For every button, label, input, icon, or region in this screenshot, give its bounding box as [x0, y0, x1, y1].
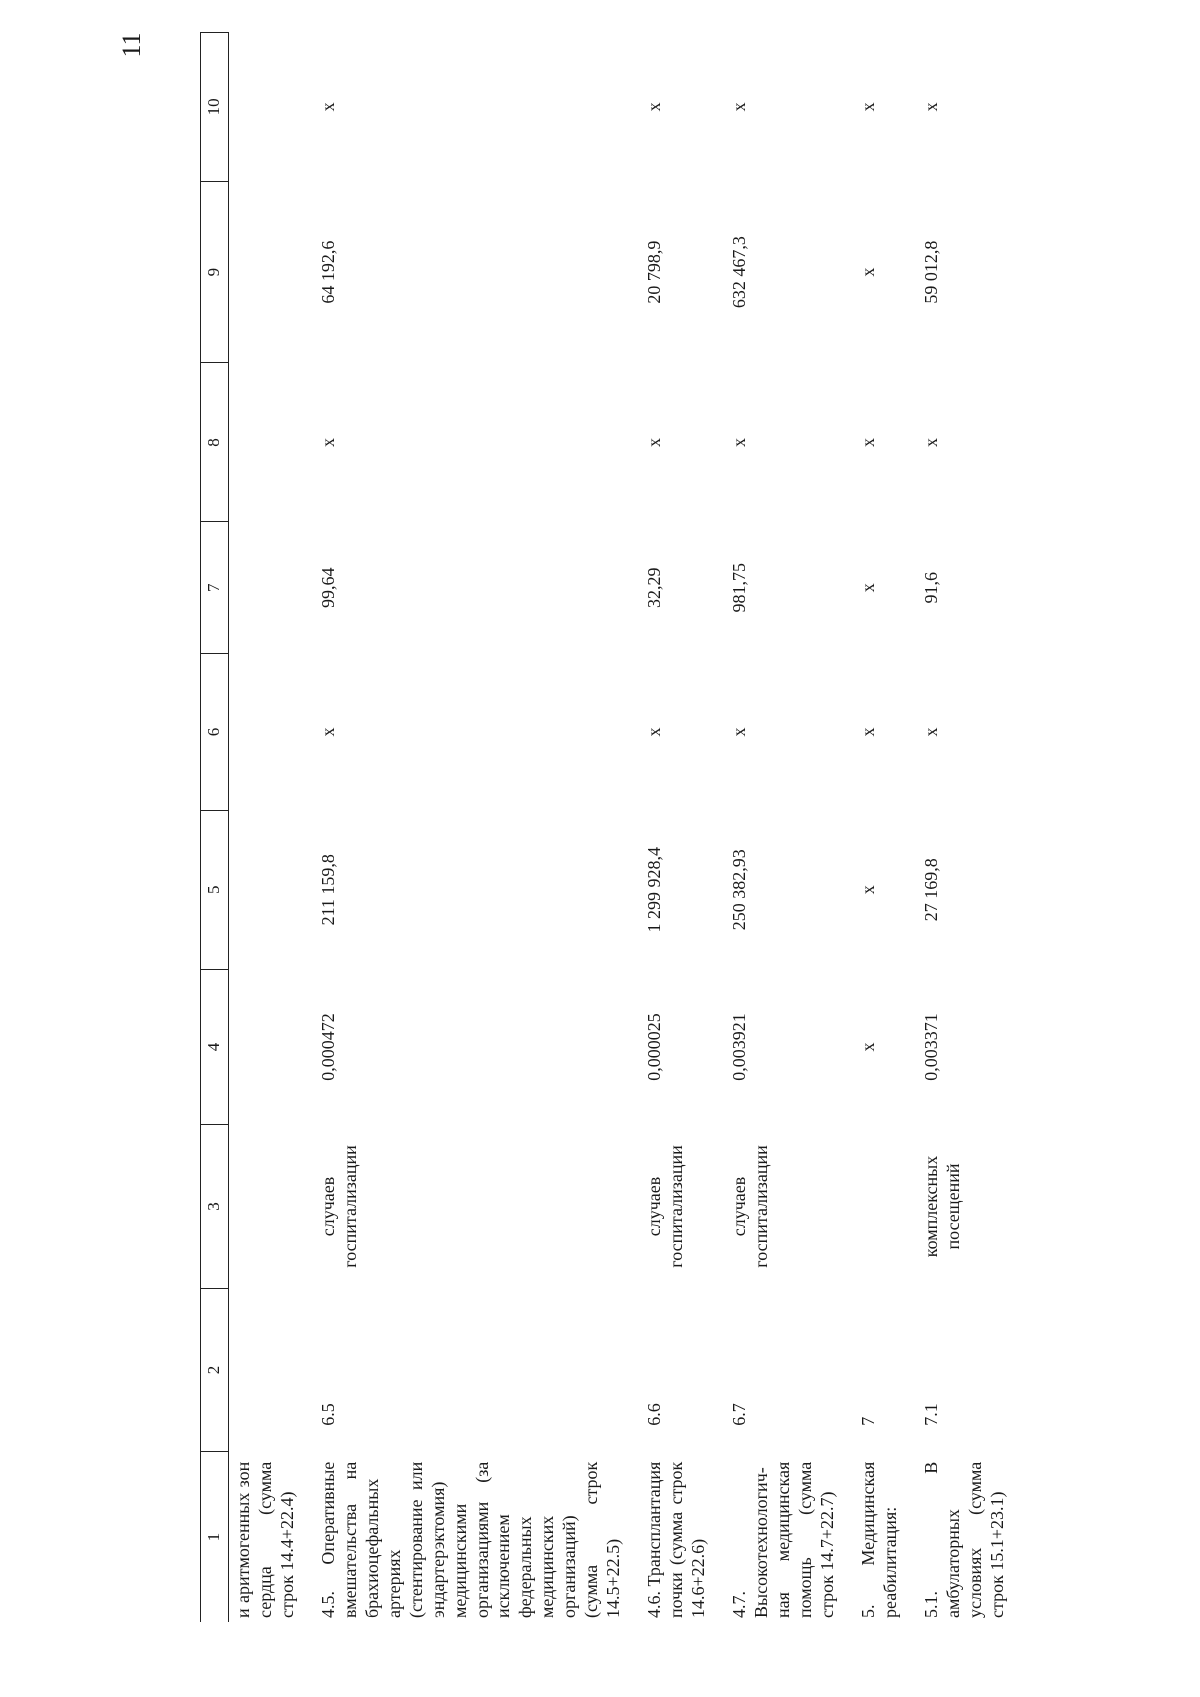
column-header: 5: [201, 810, 229, 969]
row-number-cell: [229, 1288, 311, 1451]
value-cell: х: [857, 885, 878, 895]
row-number-cell: 6.7: [729, 1403, 750, 1426]
value-cell: х: [920, 437, 941, 447]
row-name-cell: 5. Медицинская реабилитация:: [857, 1461, 900, 1618]
value-cell: 99,64: [317, 567, 338, 608]
row-name-cell: 4.6. Трансплантация почки (сумма строк 14.6+22.6): [644, 1461, 709, 1618]
value-cell: 27 169,8: [920, 858, 941, 922]
value-cell: [229, 181, 311, 363]
column-header: 9: [201, 181, 229, 363]
table-row: [637, 33, 722, 1623]
row-number-cell: 7: [857, 1416, 878, 1426]
row-name-cell: 4.5. Оперативные вмешательства на брахиоцефальных артериях (стентирование или эндартерэктомия) медицинскими организациями (за исключением федеральных медицинских организаций) (сумма строк 14.5+22.5): [317, 1461, 624, 1618]
value-cell: х: [857, 1042, 878, 1052]
column-header: 8: [201, 363, 229, 522]
value-cell: х: [857, 267, 878, 277]
value-cell: [229, 969, 311, 1125]
value-cell: х: [644, 727, 665, 737]
value-cell: х: [857, 437, 878, 447]
value-cell: х: [857, 583, 878, 593]
value-cell: х: [317, 102, 338, 112]
column-header: 10: [201, 33, 229, 182]
column-header: 1: [201, 1452, 229, 1622]
data-table: [200, 32, 1021, 1622]
unit-cell: комплексных посещений: [920, 1155, 963, 1258]
value-cell: х: [857, 727, 878, 737]
row-name-cell: 4.7. Высокотехнологич-ная медицинская помощь (сумма строк 14.7+22.7): [729, 1461, 837, 1618]
value-cell: х: [644, 437, 665, 447]
table-row: [311, 33, 637, 1623]
value-cell: х: [644, 102, 665, 112]
column-header: 6: [201, 654, 229, 811]
row-number-cell: 6.6: [644, 1403, 665, 1426]
column-header: 4: [201, 969, 229, 1125]
unit-cell: [229, 1125, 311, 1288]
value-cell: х: [317, 727, 338, 737]
unit-cell: [851, 1125, 914, 1288]
table-row: [851, 33, 914, 1623]
value-cell: х: [317, 437, 338, 447]
value-cell: [229, 522, 311, 654]
unit-cell: случаев госпитализации: [644, 1145, 687, 1268]
value-cell: 1 299 928,4: [644, 846, 665, 933]
value-cell: 91,6: [920, 572, 941, 604]
value-cell: [229, 654, 311, 811]
value-cell: х: [729, 437, 750, 447]
page-number: 11: [117, 32, 146, 58]
row-name-cell: и аритмогенных зон сердца (сумма строк 14.4+22.4): [233, 1461, 297, 1618]
column-header: 7: [201, 522, 229, 654]
value-cell: х: [920, 727, 941, 737]
table-row: [722, 33, 851, 1623]
value-cell: 211 159,8: [317, 854, 338, 926]
value-cell: [229, 363, 311, 522]
value-cell: 32,29: [644, 567, 665, 608]
value-cell: 981,75: [729, 563, 750, 613]
value-cell: [229, 33, 311, 182]
row-number-cell: 6.5: [317, 1403, 338, 1426]
table-row: [914, 33, 1021, 1623]
column-header: 2: [201, 1288, 229, 1451]
row-number-cell: 7.1: [920, 1403, 941, 1426]
value-cell: х: [729, 727, 750, 737]
column-header: 3: [201, 1125, 229, 1288]
value-cell: 632 467,3: [729, 236, 750, 309]
header-row: [201, 33, 229, 1623]
value-cell: 20 798,9: [644, 240, 665, 304]
rotated-table-container: [200, 32, 1007, 1622]
value-cell: 250 382,93: [729, 849, 750, 931]
value-cell: 0,000472: [317, 1013, 338, 1081]
value-cell: 0,003921: [729, 1013, 750, 1081]
value-cell: [229, 810, 311, 969]
value-cell: х: [729, 102, 750, 112]
row-name-cell: 5.1. В амбулаторных условиях (сумма строк 15.1+23.1): [920, 1461, 1007, 1618]
value-cell: 0,000025: [644, 1013, 665, 1081]
unit-cell: случаев госпитализации: [729, 1145, 772, 1268]
value-cell: х: [857, 102, 878, 112]
value-cell: 64 192,6: [317, 240, 338, 304]
value-cell: 59 012,8: [920, 240, 941, 304]
value-cell: х: [920, 102, 941, 112]
table-row: [229, 33, 311, 1623]
value-cell: 0,003371: [920, 1013, 941, 1081]
unit-cell: случаев госпитализации: [317, 1145, 360, 1268]
